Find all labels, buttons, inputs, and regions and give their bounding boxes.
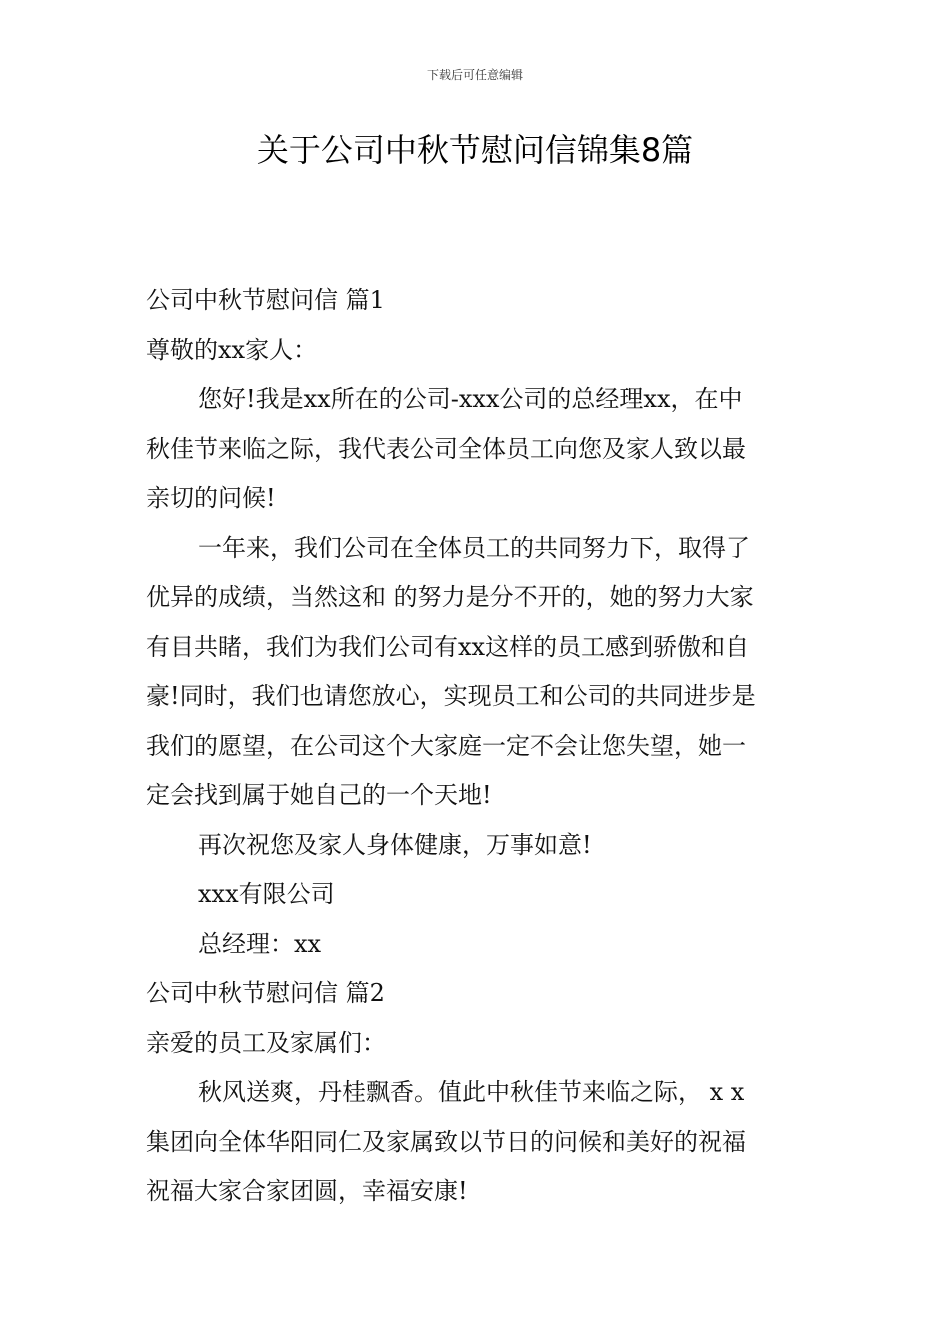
paragraph-line: 亲切的问候! [146,484,276,512]
paragraph-line: 一年来，我们公司在全体员工的共同努力下，取得了 [198,533,750,562]
paragraph-line: 有目共睹，我们为我们公司有xx这样的员工感到骄傲和自 [146,632,750,661]
paragraph-line: 祝福大家合家团圆，幸福安康! [146,1177,468,1205]
paragraph-line: 定会找到属于她自己的一个天地! [146,781,492,809]
paragraph-line: 秋佳节来临之际，我代表公司全体员工向您及家人致以最 [146,434,746,463]
paragraph-line: 豪!同时，我们也请您放心，实现员工和公司的共同进步是 [146,682,756,710]
section-heading-2: 公司中秋节慰问信 篇2 [146,979,385,1007]
header-note: 下载后可任意编辑 [426,68,523,82]
signature-company: xxx有限公司 [198,880,335,908]
document-title: 关于公司中秋节慰问信锦集8篇 [256,131,694,169]
closing-wish: 再次祝您及家人身体健康，万事如意! [198,830,592,859]
paragraph-line: 您好!我是xx所在的公司-xxx公司的总经理xx，在中 [198,385,743,413]
paragraph-line: 秋风送爽，丹桂飘香。值此中秋佳节来临之际， x x [198,1078,745,1106]
section-heading-1: 公司中秋节慰问信 篇1 [146,286,385,314]
document-body [146,276,808,1217]
signature-manager: 总经理：xx [198,929,322,958]
paragraph-line: 优异的成绩，当然这和 的努力是分不开的，她的努力大家 [146,583,754,611]
salutation-1: 尊敬的xx家人： [146,335,318,364]
paragraph-line: 集团向全体华阳同仁及家属致以节日的问候和美好的祝福 [146,1127,746,1156]
salutation-2: 亲爱的员工及家属们： [146,1028,386,1057]
paragraph-line: 我们的愿望，在公司这个大家庭一定不会让您失望，她一 [146,731,746,760]
